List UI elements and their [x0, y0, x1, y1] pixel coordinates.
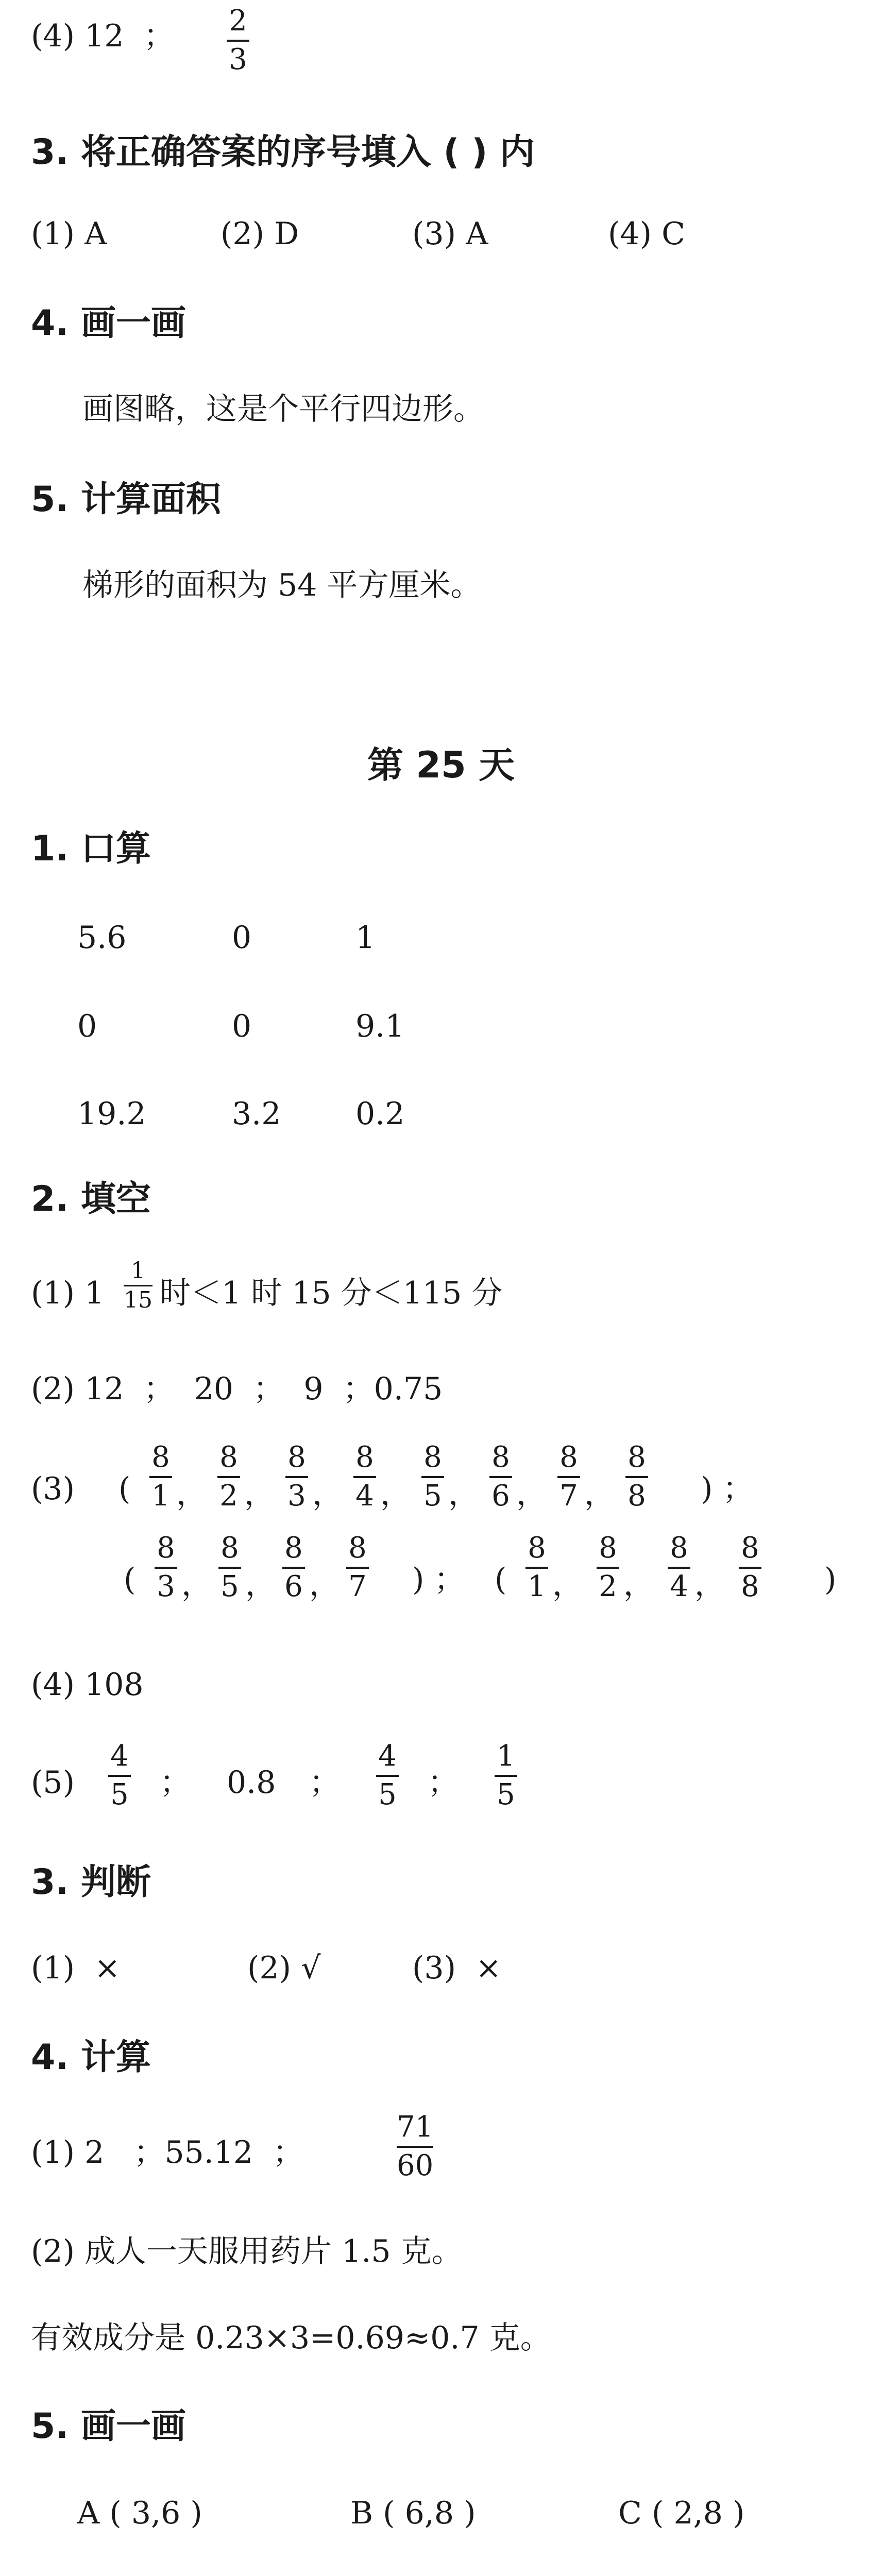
separator: ；: [309, 1765, 340, 1801]
section-heading: 5. 画一画: [31, 2406, 186, 2447]
separator: ；: [160, 1765, 191, 1801]
oral-answer: 0: [232, 1008, 252, 1044]
oral-answer: 19.2: [77, 1096, 146, 1132]
fraction: 71 60: [397, 2110, 434, 2182]
fraction: 2 3: [227, 6, 249, 75]
coordinate: B ( 6,8 ): [350, 2495, 476, 2531]
fill-answer: 0.8: [227, 1765, 276, 1801]
oral-answer: 3.2: [232, 1096, 281, 1132]
comma: ，: [309, 1567, 340, 1603]
fraction: 8 5: [218, 1533, 241, 1602]
answer-item: (4) C: [608, 216, 685, 252]
fill-answer: (4) 108: [31, 1667, 144, 1703]
section-heading: 3. 将正确答案的序号填入 ( ) 内: [31, 132, 535, 173]
fraction: 8 3: [155, 1533, 177, 1602]
day-title: 第 25 天: [367, 744, 515, 786]
fraction: 1 15: [124, 1258, 152, 1314]
fraction: 8 6: [282, 1533, 305, 1602]
fraction: 4 5: [108, 1741, 131, 1810]
fraction: 8 1: [149, 1443, 172, 1512]
answer-text: 画图略，这是个平行四边形。: [82, 391, 484, 427]
fill-answer-label: (1) 1: [31, 1275, 105, 1311]
answer-line: (4) 12 ；: [31, 18, 175, 54]
oral-answer: 5.6: [77, 920, 127, 956]
comma: ，: [312, 1476, 343, 1512]
section-heading: 4. 计算: [31, 2037, 151, 2078]
fraction: 8 4: [353, 1443, 376, 1512]
calc-answer: 有效成分是 0.23×3=0.69≈0.7 克。: [31, 2320, 551, 2356]
separator: ；: [428, 1765, 459, 1801]
fraction: 8 2: [597, 1533, 619, 1602]
paren-open: (: [495, 1562, 507, 1598]
comma: ，: [448, 1476, 479, 1512]
paren-close: ): [824, 1562, 837, 1598]
fill-answer-label: (3): [31, 1471, 75, 1507]
fill-answer: (2) 12 ； 20 ； 9 ；0.75: [31, 1371, 443, 1407]
answer-item: (2) D: [220, 216, 299, 252]
fraction: 4 5: [376, 1741, 399, 1810]
oral-answer: 0.2: [355, 1096, 405, 1132]
fraction: 8 4: [668, 1533, 690, 1602]
comma: ，: [245, 1567, 276, 1603]
fraction: 8 7: [557, 1443, 580, 1512]
answer-item: (3) A: [412, 216, 488, 252]
fraction: 8 8: [625, 1443, 648, 1512]
comma: ，: [552, 1567, 583, 1603]
section-heading: 3. 判断: [31, 1862, 151, 1903]
answer-text: 梯形的面积为 54 平方厘米。: [82, 567, 482, 603]
fraction: 8 6: [489, 1443, 512, 1512]
section-heading: 5. 计算面积: [31, 479, 221, 520]
fraction: 8 3: [285, 1443, 308, 1512]
fraction: 8 8: [739, 1533, 761, 1602]
judge-answer: (3) ×: [412, 1950, 502, 1986]
fill-answer-label: (5): [31, 1765, 75, 1801]
comma: ，: [380, 1476, 411, 1512]
section-heading: 4. 画一画: [31, 303, 186, 344]
oral-answer: 9.1: [355, 1008, 405, 1044]
comma: ，: [694, 1567, 725, 1603]
answer-item: (1) A: [31, 216, 107, 252]
coordinate: A ( 3,6 ): [77, 2495, 202, 2531]
fill-answer-text: 时＜1 时 15 分＜115 分: [160, 1275, 503, 1311]
comma: ，: [176, 1476, 207, 1512]
calc-answer: (2) 成人一天服用药片 1.5 克。: [31, 2233, 463, 2269]
oral-answer: 1: [355, 920, 376, 956]
paren-close: ) ；: [412, 1562, 465, 1598]
oral-answer: 0: [77, 1008, 97, 1044]
paren-close: ) ；: [701, 1471, 754, 1507]
coordinate: C ( 2,8 ): [618, 2495, 745, 2531]
comma: ，: [623, 1567, 654, 1603]
comma: ，: [516, 1476, 547, 1512]
comma: ，: [584, 1476, 615, 1512]
comma: ，: [181, 1567, 212, 1603]
section-heading: 2. 填空: [31, 1179, 151, 1219]
fraction: 1 5: [495, 1741, 517, 1810]
fraction: 8 7: [346, 1533, 369, 1602]
oral-answer: 0: [232, 920, 252, 956]
paren-open: (: [124, 1562, 136, 1598]
comma: ，: [244, 1476, 275, 1512]
judge-answer: (2) √: [247, 1950, 321, 1986]
fraction: 8 5: [421, 1443, 444, 1512]
fraction: 8 1: [525, 1533, 548, 1602]
paren-open: (: [118, 1471, 131, 1507]
calc-answer: (1) 2 ；55.12 ；: [31, 2134, 304, 2171]
section-heading: 1. 口算: [31, 828, 151, 869]
judge-answer: (1) ×: [31, 1950, 121, 1986]
fraction: 8 2: [217, 1443, 240, 1512]
